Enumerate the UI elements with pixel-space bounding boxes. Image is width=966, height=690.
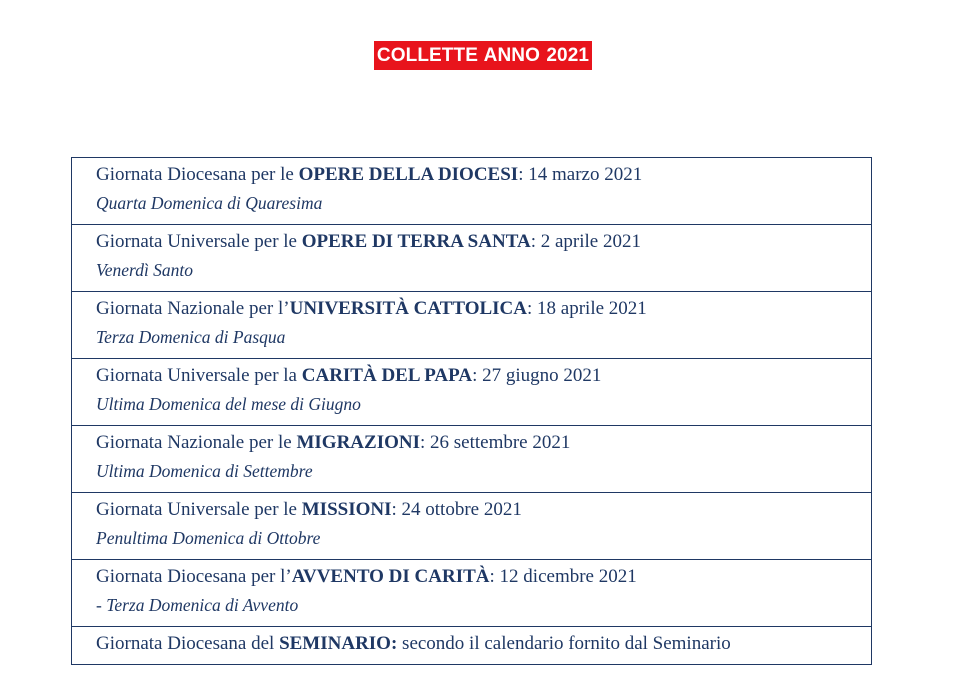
row-date: : 18 aprile 2021 bbox=[527, 298, 647, 319]
page-title: COLLETTE ANNO 2021 bbox=[374, 41, 592, 70]
table-row bbox=[72, 627, 871, 664]
row-date: : 12 dicembre 2021 bbox=[489, 566, 637, 587]
table-row bbox=[72, 359, 871, 426]
row-prefix: Giornata Nazionale per l’ bbox=[96, 298, 290, 319]
row-heading bbox=[96, 430, 847, 456]
row-subtitle: Ultima Domenica di Settembre bbox=[96, 461, 313, 481]
row-prefix: Giornata Universale per la bbox=[96, 365, 302, 386]
row-subtitle: Terza Domenica di Pasqua bbox=[96, 327, 286, 347]
row-heading bbox=[96, 564, 847, 590]
row-subtitle: Penultima Domenica di Ottobre bbox=[96, 528, 321, 548]
row-highlight: AVVENTO DI CARITÀ bbox=[291, 566, 490, 587]
row-highlight: OPERE DI TERRA SANTA bbox=[301, 231, 531, 252]
row-heading bbox=[96, 363, 847, 389]
row-date: secondo il calendario fornito dal Seminario bbox=[397, 633, 731, 654]
row-prefix: Giornata Diocesana del bbox=[96, 633, 280, 654]
title-container bbox=[0, 41, 966, 70]
row-heading bbox=[96, 497, 847, 523]
row-prefix: Giornata Universale per le bbox=[96, 231, 302, 252]
row-subtitle: - Terza Domenica di Avvento bbox=[96, 595, 299, 615]
row-date: : 14 marzo 2021 bbox=[518, 164, 643, 185]
row-heading bbox=[96, 162, 847, 188]
row-heading bbox=[96, 296, 847, 322]
row-date: : 27 giugno 2021 bbox=[472, 365, 602, 386]
table-row bbox=[72, 225, 871, 292]
table-row bbox=[72, 292, 871, 359]
row-heading bbox=[96, 229, 847, 255]
row-highlight: MISSIONI bbox=[301, 499, 392, 520]
collections-table bbox=[71, 157, 872, 665]
row-subtitle: Ultima Domenica del mese di Giugno bbox=[96, 394, 361, 414]
table-row bbox=[72, 560, 871, 627]
row-highlight: SEMINARIO: bbox=[279, 633, 398, 654]
table-row bbox=[72, 158, 871, 225]
row-subtitle: Venerdì Santo bbox=[96, 260, 194, 280]
table-row bbox=[72, 426, 871, 493]
row-prefix: Giornata Diocesana per le bbox=[96, 164, 299, 185]
row-date: : 2 aprile 2021 bbox=[530, 231, 641, 252]
row-highlight: UNIVERSITÀ CATTOLICA bbox=[289, 298, 527, 319]
row-heading bbox=[96, 631, 847, 657]
row-highlight: CARITÀ DEL PAPA bbox=[301, 365, 473, 386]
row-prefix: Giornata Nazionale per le bbox=[96, 432, 297, 453]
row-subtitle: Quarta Domenica di Quaresima bbox=[96, 193, 323, 213]
row-highlight: OPERE DELLA DIOCESI bbox=[298, 164, 519, 185]
row-prefix: Giornata Diocesana per l’ bbox=[96, 566, 292, 587]
row-date: : 24 ottobre 2021 bbox=[391, 499, 522, 520]
table-row bbox=[72, 493, 871, 560]
row-highlight: MIGRAZIONI bbox=[296, 432, 420, 453]
row-date: : 26 settembre 2021 bbox=[419, 432, 571, 453]
row-prefix: Giornata Universale per le bbox=[96, 499, 302, 520]
